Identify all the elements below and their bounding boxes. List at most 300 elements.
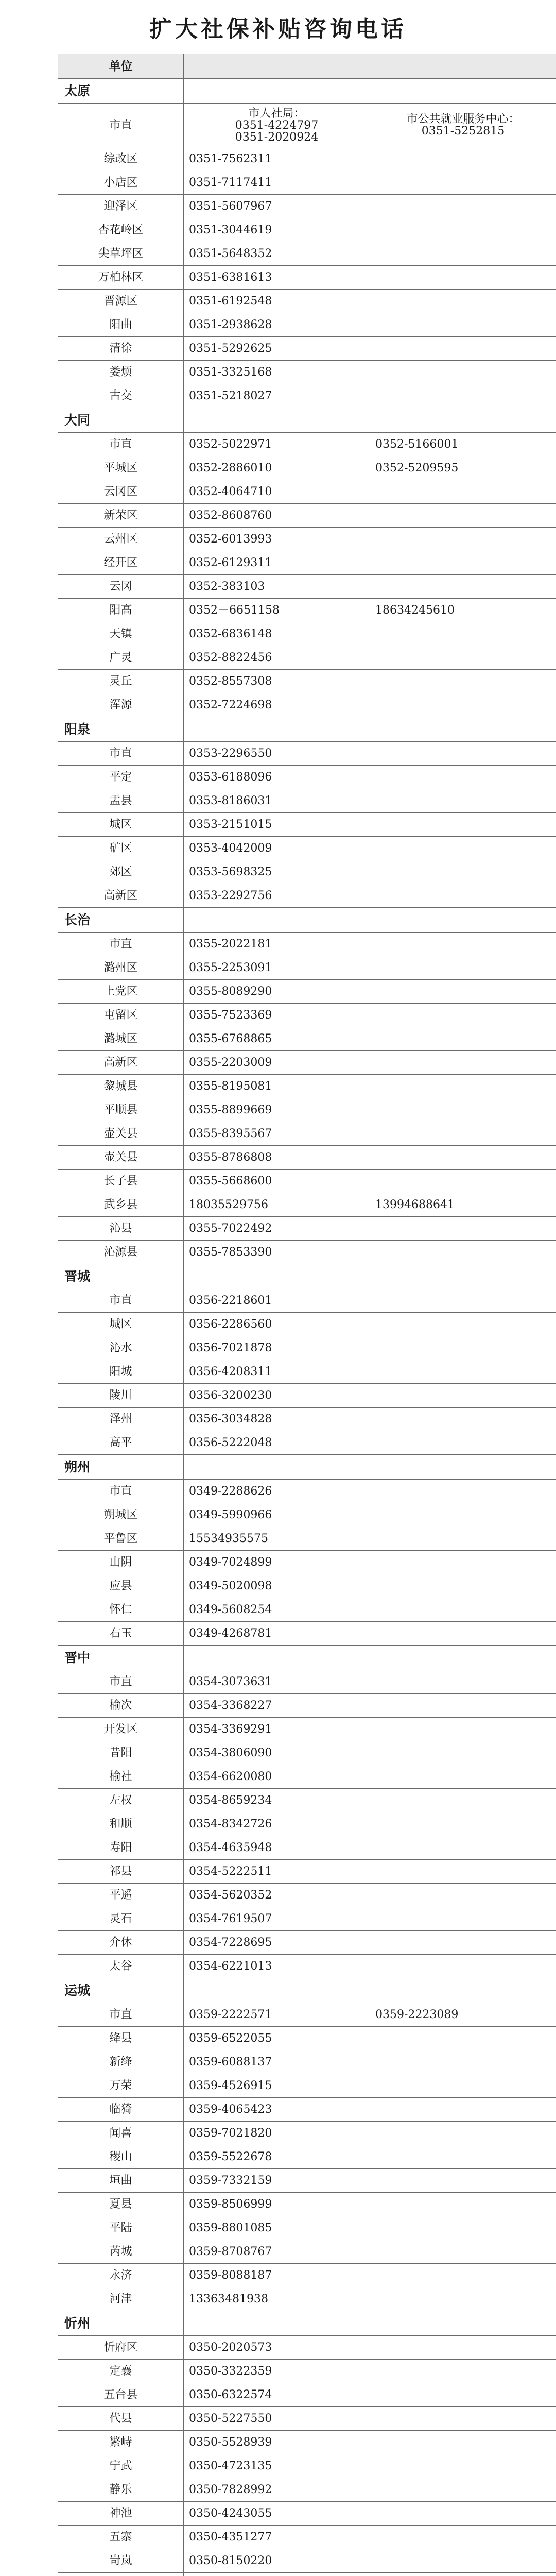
- table-row: [58, 1480, 556, 1503]
- phone-cell: 0359-7021820: [184, 2122, 370, 2145]
- unit-cell: 山阴: [58, 1551, 184, 1574]
- unit-cell: 代县: [58, 2407, 184, 2431]
- phone-cell: 0353-2151015: [184, 813, 370, 837]
- extra-phone-cell: [370, 1789, 556, 1812]
- unit-cell: 市直: [58, 104, 184, 147]
- city-phone-cell: [184, 1455, 370, 1480]
- phone-cell: 0349-5020098: [184, 1574, 370, 1598]
- table-row: [58, 693, 556, 717]
- unit-cell: 开发区: [58, 1718, 184, 1741]
- phone-cell: 0352-2886010: [184, 456, 370, 480]
- table-row: [58, 575, 556, 599]
- table-row: [58, 622, 556, 646]
- phone-cell: 0353-2292756: [184, 884, 370, 908]
- table-row: [58, 290, 556, 313]
- unit-cell: 阳曲: [58, 313, 184, 337]
- phone-cell: 0351-5218027: [184, 384, 370, 408]
- unit-cell: 昔阳: [58, 1741, 184, 1765]
- extra-phone-cell: [370, 1051, 556, 1075]
- extra-phone-cell: 0352-5209595: [370, 456, 556, 480]
- phone-cell: 0354-5620352: [184, 1884, 370, 1907]
- unit-cell: 平城区: [58, 456, 184, 480]
- header-phone: [184, 54, 370, 79]
- table-row: [58, 980, 556, 1004]
- extra-phone-cell: [370, 2549, 556, 2573]
- extra-phone-cell: [370, 980, 556, 1004]
- extra-phone-cell: [370, 1313, 556, 1336]
- table-row: [58, 1313, 556, 1336]
- city-extra-cell: [370, 1978, 556, 2003]
- table-row: [58, 195, 556, 218]
- unit-cell: 神池: [58, 2502, 184, 2526]
- table-row: [58, 1907, 556, 1931]
- extra-phone-cell: [370, 1694, 556, 1718]
- unit-cell: 市直: [58, 1289, 184, 1313]
- phone-cell: 0355-6768865: [184, 1027, 370, 1051]
- phone-cell: 0352－6651158: [184, 599, 370, 622]
- header-extra: [370, 54, 556, 79]
- table-row: [58, 1527, 556, 1551]
- extra-phone-cell: [370, 1884, 556, 1907]
- phone-cell: 0354-3368227: [184, 1694, 370, 1718]
- unit-cell: 静乐: [58, 2478, 184, 2502]
- table-row: [58, 813, 556, 837]
- unit-cell: 尖草坪区: [58, 242, 184, 266]
- table-row: [58, 528, 556, 551]
- unit-cell: 天镇: [58, 622, 184, 646]
- extra-phone-cell: [370, 171, 556, 195]
- extra-phone-cell: [370, 480, 556, 504]
- table-body: [58, 54, 556, 2576]
- phone-cell: 0359-8801085: [184, 2216, 370, 2240]
- table-row: [58, 1884, 556, 1907]
- city-row: [58, 1978, 556, 2003]
- unit-cell: 市直: [58, 742, 184, 766]
- phone-cell: 0356-2218601: [184, 1289, 370, 1313]
- unit-cell: [58, 2573, 184, 2576]
- city-name: 阳泉: [58, 717, 184, 742]
- phone-cell: 0349-4268781: [184, 1622, 370, 1646]
- phone-cell: 18035529756: [184, 1193, 370, 1217]
- table-row: [58, 361, 556, 384]
- city-extra-cell: [370, 908, 556, 933]
- city-phone-cell: [184, 2311, 370, 2336]
- phone-cell: 0349-7024899: [184, 1551, 370, 1574]
- city-row: [58, 79, 556, 104]
- extra-phone-cell: [370, 2383, 556, 2407]
- table-row: [58, 670, 556, 693]
- city-row: [58, 2311, 556, 2336]
- unit-cell: 云冈区: [58, 480, 184, 504]
- unit-cell: 盂县: [58, 789, 184, 813]
- phone-cell: 0351-6192548: [184, 290, 370, 313]
- phone-cell: 0354-8342726: [184, 1812, 370, 1836]
- unit-cell: 武乡县: [58, 1193, 184, 1217]
- phone-cell: 0350-4723135: [184, 2454, 370, 2478]
- table-row: [58, 2240, 556, 2264]
- city-extra-cell: [370, 1455, 556, 1480]
- city-phone-cell: [184, 1978, 370, 2003]
- table-row: [58, 837, 556, 860]
- unit-cell: 繁峙: [58, 2431, 184, 2454]
- unit-cell: 杏花岭区: [58, 218, 184, 242]
- city-extra-cell: [370, 717, 556, 742]
- extra-phone-cell: [370, 1004, 556, 1027]
- unit-cell: 沁县: [58, 1217, 184, 1241]
- table-row: [58, 1336, 556, 1360]
- table-row: [58, 1289, 556, 1313]
- extra-phone-cell: [370, 551, 556, 575]
- extra-phone-cell: [370, 1384, 556, 1408]
- city-extra-cell: [370, 1646, 556, 1670]
- table-row: [58, 1670, 556, 1694]
- unit-cell: 朔城区: [58, 1503, 184, 1527]
- unit-cell: 平定: [58, 766, 184, 789]
- extra-phone-cell: [370, 1217, 556, 1241]
- unit-cell: 晋源区: [58, 290, 184, 313]
- table-row: [58, 2383, 556, 2407]
- table-row: [58, 766, 556, 789]
- table-row: [58, 1098, 556, 1122]
- unit-cell: 郊区: [58, 860, 184, 884]
- extra-phone-cell: [370, 2098, 556, 2122]
- phone-cell: 0356-3034828: [184, 1408, 370, 1431]
- phone-cell: 0352-8608760: [184, 504, 370, 528]
- extra-phone-cell: [370, 1765, 556, 1789]
- unit-cell: 市直: [58, 933, 184, 956]
- table-row: [58, 1955, 556, 1978]
- table-row: [58, 1051, 556, 1075]
- unit-cell: 浑源: [58, 693, 184, 717]
- unit-cell: 矿区: [58, 837, 184, 860]
- table-row: [58, 2360, 556, 2383]
- city-name: 朔州: [58, 1455, 184, 1480]
- city-row: [58, 1264, 556, 1289]
- table-row: [58, 104, 556, 147]
- extra-phone-cell: [370, 1146, 556, 1170]
- table-row: [58, 1860, 556, 1884]
- unit-cell: 平陆: [58, 2216, 184, 2240]
- table-row: [58, 860, 556, 884]
- table-row: [58, 1075, 556, 1098]
- table-row: [58, 1146, 556, 1170]
- table-row: [58, 2264, 556, 2287]
- unit-cell: 万柏林区: [58, 266, 184, 290]
- unit-cell: 泽州: [58, 1408, 184, 1431]
- city-phone-cell: [184, 908, 370, 933]
- unit-cell: 市直: [58, 1480, 184, 1503]
- table-row: [58, 171, 556, 195]
- table-row: [58, 337, 556, 361]
- table-row: [58, 2122, 556, 2145]
- extra-phone-cell: [370, 1241, 556, 1264]
- unit-cell: 宁武: [58, 2454, 184, 2478]
- unit-cell: 临猗: [58, 2098, 184, 2122]
- unit-cell: 新荣区: [58, 504, 184, 528]
- phone-cell: 0359-4526915: [184, 2074, 370, 2098]
- table-row: [58, 1931, 556, 1955]
- unit-cell: 垣曲: [58, 2169, 184, 2193]
- phone-cell: 0351-5648352: [184, 242, 370, 266]
- unit-cell: 忻府区: [58, 2336, 184, 2360]
- extra-phone-cell: [370, 860, 556, 884]
- extra-phone-cell: [370, 1598, 556, 1622]
- table-row: [58, 1718, 556, 1741]
- extra-phone-cell: [370, 1955, 556, 1978]
- table-row: [58, 480, 556, 504]
- extra-phone-cell: [370, 837, 556, 860]
- unit-cell: 高新区: [58, 1051, 184, 1075]
- extra-phone-cell: [370, 2240, 556, 2264]
- city-extra-cell: [370, 408, 556, 433]
- extra-phone-cell: [370, 361, 556, 384]
- table-row: [58, 1360, 556, 1384]
- table-row: [58, 2074, 556, 2098]
- table-header-row: [58, 54, 556, 79]
- city-row: [58, 408, 556, 433]
- table-row: [58, 242, 556, 266]
- unit-cell: 定襄: [58, 2360, 184, 2383]
- phone-cell: 0353-4042009: [184, 837, 370, 860]
- unit-cell: 灵石: [58, 1907, 184, 1931]
- phone-cell: 0350-5227550: [184, 2407, 370, 2431]
- extra-phone-cell: [370, 1551, 556, 1574]
- city-name: 大同: [58, 408, 184, 433]
- phone-cell: 0355-7022492: [184, 1217, 370, 1241]
- extra-phone-cell: [370, 789, 556, 813]
- table-row: [58, 504, 556, 528]
- extra-phone-cell: [370, 2264, 556, 2287]
- extra-phone-cell: [370, 2478, 556, 2502]
- table-row: [58, 2287, 556, 2311]
- phone-cell: 0354-4635948: [184, 1836, 370, 1860]
- table-row: [58, 1694, 556, 1718]
- extra-phone-cell: [370, 1075, 556, 1098]
- phone-cell: 0354-3073631: [184, 1670, 370, 1694]
- table-row: [58, 2050, 556, 2074]
- phone-cell: 0354-7228695: [184, 1931, 370, 1955]
- table-row: [58, 1741, 556, 1765]
- unit-cell: 阳高: [58, 599, 184, 622]
- phone-cell: 0350-3322359: [184, 2360, 370, 2383]
- table-row: [58, 433, 556, 456]
- phone-cell: 0352-5022971: [184, 433, 370, 456]
- unit-cell: 稷山: [58, 2145, 184, 2169]
- extra-phone-cell: [370, 290, 556, 313]
- unit-cell: 左权: [58, 1789, 184, 1812]
- phone-cell: 0355-8089290: [184, 980, 370, 1004]
- unit-cell: 陵川: [58, 1384, 184, 1408]
- unit-cell: 市直: [58, 1670, 184, 1694]
- extra-phone-cell: [370, 1622, 556, 1646]
- phone-cell: 0354-6221013: [184, 1955, 370, 1978]
- extra-phone-cell: [370, 646, 556, 670]
- phone-cell: 0355-2253091: [184, 956, 370, 980]
- extra-phone-cell: [370, 1836, 556, 1860]
- phone-cell: 13363481938: [184, 2287, 370, 2311]
- extra-phone-cell: 13994688641: [370, 1193, 556, 1217]
- table-row: [58, 1027, 556, 1051]
- extra-phone-cell: [370, 2573, 556, 2576]
- unit-cell: 城区: [58, 813, 184, 837]
- phone-cell: 0356-5222048: [184, 1431, 370, 1455]
- unit-cell: 介休: [58, 1931, 184, 1955]
- table-row: [58, 218, 556, 242]
- city-name: 运城: [58, 1978, 184, 2003]
- extra-phone-cell: [370, 693, 556, 717]
- extra-phone-cell: [370, 218, 556, 242]
- extra-phone-cell: [370, 1289, 556, 1313]
- table-row: [58, 884, 556, 908]
- phone-cell: 0353-2296550: [184, 742, 370, 766]
- phone-cell: 0350-8150220: [184, 2549, 370, 2573]
- phone-cell: 0354-6620080: [184, 1765, 370, 1789]
- extra-phone-cell: [370, 1408, 556, 1431]
- extra-phone-cell: [370, 1027, 556, 1051]
- phone-cell: 0359-7332159: [184, 2169, 370, 2193]
- extra-phone-cell: [370, 504, 556, 528]
- extra-phone-cell: [370, 742, 556, 766]
- phone-cell: 0354-7619507: [184, 1907, 370, 1931]
- extra-phone-cell: [370, 670, 556, 693]
- extra-phone-cell: [370, 313, 556, 337]
- unit-cell: 永济: [58, 2264, 184, 2287]
- city-name: 忻州: [58, 2311, 184, 2336]
- phone-cell: 0359-2222571: [184, 2003, 370, 2027]
- phone-cell: 0355-8195081: [184, 1075, 370, 1098]
- table-row: [58, 1765, 556, 1789]
- phone-cell: 0351-5292625: [184, 337, 370, 361]
- phone-cell: 0353-5698325: [184, 860, 370, 884]
- unit-cell: 河津: [58, 2287, 184, 2311]
- table-row: [58, 313, 556, 337]
- unit-cell: 芮城: [58, 2240, 184, 2264]
- table-row: [58, 2573, 556, 2576]
- extra-phone-cell: [370, 1670, 556, 1694]
- phone-cell: 0356-2286560: [184, 1313, 370, 1336]
- phone-cell: 0351-7117411: [184, 171, 370, 195]
- table-row: [58, 2478, 556, 2502]
- phone-cell: 0359-6088137: [184, 2050, 370, 2074]
- phone-cell: 0356-7021878: [184, 1336, 370, 1360]
- table-row: [58, 1836, 556, 1860]
- phone-cell: 0352-6129311: [184, 551, 370, 575]
- table-row: [58, 2145, 556, 2169]
- unit-cell: 万荣: [58, 2074, 184, 2098]
- extra-phone-cell: [370, 2431, 556, 2454]
- extra-phone-cell: [370, 266, 556, 290]
- phone-cell: 0351-3044619: [184, 218, 370, 242]
- table-row: [58, 2454, 556, 2478]
- table-row: [58, 2407, 556, 2431]
- extra-phone-cell: [370, 2074, 556, 2098]
- city-name: 太原: [58, 79, 184, 104]
- extra-phone-cell: [370, 2050, 556, 2074]
- extra-phone-cell: [370, 2526, 556, 2549]
- phone-cell: [184, 2573, 370, 2576]
- phone-cell: 0351-6381613: [184, 266, 370, 290]
- unit-cell: 清徐: [58, 337, 184, 361]
- table-row: [58, 933, 556, 956]
- phone-cell: 0355-5668600: [184, 1170, 370, 1193]
- phone-cell: 0350-2020573: [184, 2336, 370, 2360]
- unit-cell: 应县: [58, 1574, 184, 1598]
- phone-cell: 0359-4065423: [184, 2098, 370, 2122]
- table-row: [58, 2336, 556, 2360]
- extra-phone-cell: [370, 2145, 556, 2169]
- unit-cell: 平鲁区: [58, 1527, 184, 1551]
- extra-phone-cell: [370, 1812, 556, 1836]
- extra-phone-cell: [370, 528, 556, 551]
- extra-phone-cell: [370, 575, 556, 599]
- unit-cell: 上党区: [58, 980, 184, 1004]
- extra-phone-cell: [370, 2407, 556, 2431]
- phone-cell: 0351-5607967: [184, 195, 370, 218]
- phone-cell: 0350-4351277: [184, 2526, 370, 2549]
- unit-cell: 城区: [58, 1313, 184, 1336]
- unit-cell: 榆社: [58, 1765, 184, 1789]
- phone-cell: 0352-4064710: [184, 480, 370, 504]
- phone-cell: 0355-7853390: [184, 1241, 370, 1264]
- unit-cell: 五台县: [58, 2383, 184, 2407]
- phone-cell: 0359-8708767: [184, 2240, 370, 2264]
- phone-cell: 0349-5608254: [184, 1598, 370, 1622]
- unit-cell: 太谷: [58, 1955, 184, 1978]
- unit-cell: 灵丘: [58, 670, 184, 693]
- city-row: [58, 908, 556, 933]
- extra-phone-cell: [370, 2193, 556, 2216]
- phone-cell: 0356-4208311: [184, 1360, 370, 1384]
- table-row: [58, 1551, 556, 1574]
- unit-cell: 绛县: [58, 2027, 184, 2050]
- extra-phone-cell: [370, 956, 556, 980]
- city-phone-cell: [184, 1646, 370, 1670]
- table-row: [58, 1622, 556, 1646]
- extra-phone-cell: [370, 1907, 556, 1931]
- unit-cell: 祁县: [58, 1860, 184, 1884]
- table-row: [58, 789, 556, 813]
- extra-phone-cell: [370, 1431, 556, 1455]
- extra-phone-cell: [370, 1098, 556, 1122]
- city-extra-cell: [370, 79, 556, 104]
- extra-phone-cell: [370, 1336, 556, 1360]
- city-row: [58, 1646, 556, 1670]
- unit-cell: 经开区: [58, 551, 184, 575]
- unit-cell: 云冈: [58, 575, 184, 599]
- unit-cell: 屯留区: [58, 1004, 184, 1027]
- table-row: [58, 2526, 556, 2549]
- extra-phone-cell: [370, 2287, 556, 2311]
- extra-phone-cell: 0352-5166001: [370, 433, 556, 456]
- unit-cell: 古交: [58, 384, 184, 408]
- extra-phone-cell: [370, 2336, 556, 2360]
- city-phone-cell: [184, 1264, 370, 1289]
- unit-cell: 云州区: [58, 528, 184, 551]
- phone-cell: 0351-2938628: [184, 313, 370, 337]
- extra-phone-cell: 0359-2223089: [370, 2003, 556, 2027]
- extra-phone-cell: [370, 884, 556, 908]
- unit-cell: 娄烦: [58, 361, 184, 384]
- unit-cell: 新绛: [58, 2050, 184, 2074]
- table-row: [58, 2431, 556, 2454]
- city-row: [58, 717, 556, 742]
- extra-phone-cell: [370, 766, 556, 789]
- unit-cell: 黎城县: [58, 1075, 184, 1098]
- extra-phone-cell: [370, 2027, 556, 2050]
- phone-cell: 0354-8659234: [184, 1789, 370, 1812]
- extra-phone-cell: 市公共就业服务中心： 0351-5252815: [370, 104, 556, 147]
- city-name: 长治: [58, 908, 184, 933]
